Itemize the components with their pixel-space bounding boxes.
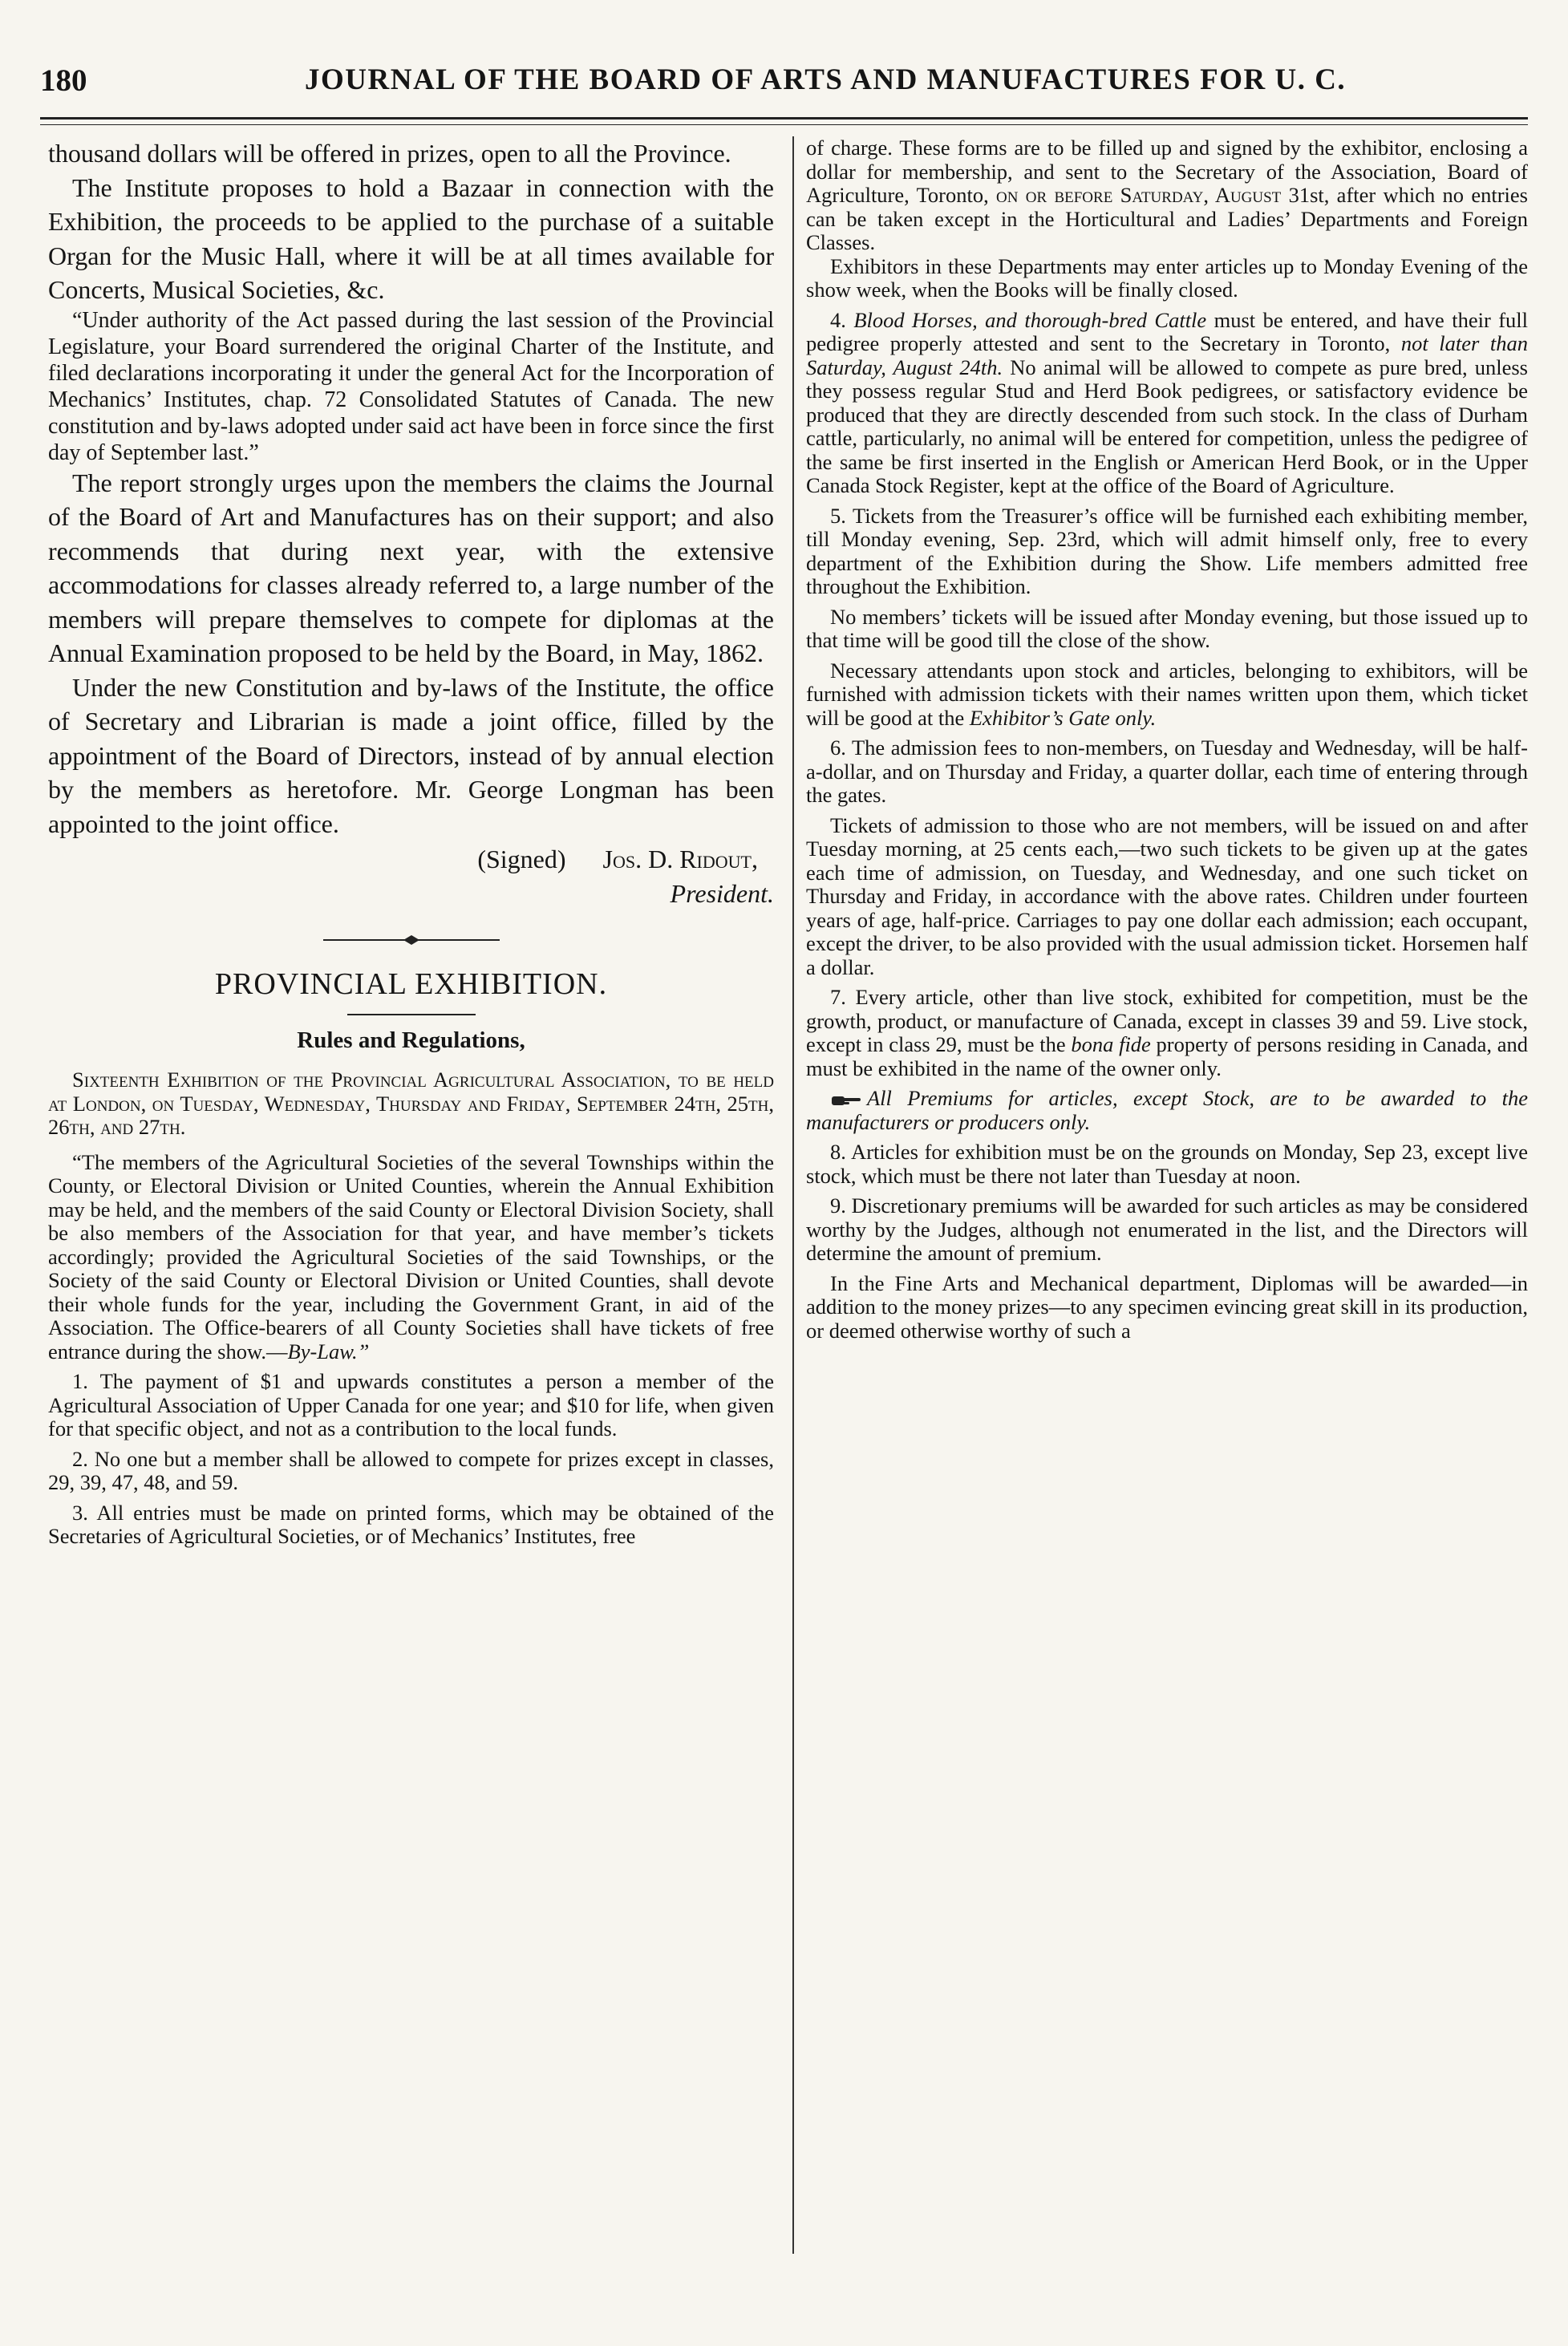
paragraph: In the Fine Arts and Mechanical department, Diplomas will be awarded—in addition to the money prizes—to any specimen evincing great skill in its production, or deemed otherwise worthy of such a — [806, 1270, 1528, 1343]
rule-3-continued: of charge. These forms are to be filled up and signed by the exhibitor, enclosing a dollar for membership, and sent to the Secretary of the Association, Board of Agriculture, Toronto, on or before Saturday, August 31st, after which no entries can be taken except in the Horticultural and Ladies’ Departments and Foreign Classes. — [806, 136, 1528, 254]
paragraph: Exhibitors in these Departments may enter articles up to Monday Evening of the show week, when the Books will be finally closed. — [806, 253, 1528, 302]
page-number: 180 — [40, 63, 87, 98]
paragraph: Necessary attendants upon stock and articles, belonging to exhibitors, will be furnished with admission tickets with their names written upon them, which ticket will be good at the Exhibitor’s Gate only. — [806, 658, 1528, 730]
block-quote: “Under authority of the Act passed during the last session of the Provincial Legislature, your Board surrendered the original Charter of the Institute, and filed declarations incorporating it under the general Act for the Incorporation of Mechanics’ Institutes, chap. 72 Consolidated Statutes of Canada. The new constitution and by-laws adopted under said act have been in force since the first day of September last.” — [48, 307, 774, 465]
signature-line — [48, 842, 774, 877]
rule-6: 6. The admission fees to non-members, on Tuesday and Wednesday, will be half-a-dollar, and on Thursday and Friday, a quarter dollar, each time of entering through the gates. — [806, 735, 1528, 807]
section-title: PROVINCIAL EXHIBITION. — [214, 967, 608, 1001]
title-underline — [347, 1013, 476, 1016]
rule-9: 9. Discretionary premiums will be awarded for such articles as may be considered worthy by the Judges, although not enumerated in the list, and the Directors will determine the amount of premium. — [806, 1193, 1528, 1265]
paragraph: Tickets of admission to those who are not members, will be issued on and after Tuesday morning, at 25 cents each,—two such tickets to be given up at the gates each time of admission, on Tuesday, and Wednesday, and one such ticket on Thursday and Friday, in accordance with the above rates. Children under fourteen years of age, half-price. Carriages to pay one dollar each admission; each occupant, except the driver, to be also provided with the usual admission ticket. Horsemen half a dollar. — [806, 812, 1528, 979]
rule-2: 2. No one but a member shall be allowed to compete for prizes except in classes, 29, 39, 47, 48, and 59. — [48, 1446, 774, 1494]
paragraph: The Institute proposes to hold a Bazaar in connection with the Exhibition, the proceeds to be applied to the purchase of a suitable Organ for the Music Hall, where it will be at all times available for Concerts, Musical Societies, &c. — [48, 172, 774, 304]
paragraph: The report strongly urges upon the members the claims the Journal of the Board of Art and Manufactures has on their support; and also recommends that during next year, with the extensive accommodations for classes already referred to, a large number of the members will prepare themselves to compete for diplomas at the Annual Examination proposed to be held by the Board, in May, 1862. — [48, 468, 774, 667]
rule-7: 7. Every article, other than live stock, exhibited for competition, must be the growth, product, or manufacture of Canada, except in classes 39 and 59. Live stock, except in class 29, must be the bona fide property of persons residing in Canada, and must be exhibited in the name of the owner only. — [806, 985, 1528, 1080]
premiums-note: All Premiums for articles, except Stock, are to be awarded to the manufacturers or producers only. — [806, 1086, 1528, 1134]
paragraph: No members’ tickets will be issued after Monday evening, but those issued up to that time will be good till the close of the show. — [806, 604, 1528, 652]
signed-name: Jos. D. Ridout, — [602, 845, 758, 873]
exhibition-intro: Sixteenth Exhibition of the Provincial Agricultural Association, to be held at London, on Tuesday, Wednesday, Thursday and Friday, September 24th, 25th, 26th, and 27th. — [48, 1068, 774, 1139]
ornament-divider-icon — [323, 934, 500, 946]
rule-3: 3. All entries must be made on printed forms, which may be obtained of the Secretaries of Agricultural Societies, or of Mechanics’ Institutes, free — [48, 1500, 774, 1548]
rule-4: 4. Blood Horses, and thorough-bred Cattle must be entered, and have their full pedigree properly attested and sent to the Secretary in Toronto, not later than Saturday, August 24th. No animal will be allowed to compete as pure bred, unless they possess regular Stud and Herd Book pedigrees, or satisfactory evidence be produced that they are directly descended from such stock. In the class of Durham cattle, particularly, no animal will be entered for competition, unless the pedigree of the same be first inserted in the English or American Herd Book, or in the Upper Canada Stock Register, kept at the office of the Board of Agriculture. — [806, 307, 1528, 497]
paragraph: thousand dollars will be offered in prizes, open to all the Province. — [48, 139, 731, 168]
left-column — [48, 136, 774, 2254]
header-rule — [40, 117, 1528, 125]
rule-1: 1. The payment of $1 and upwards constitutes a person a member of the Agricultural Association of Upper Canada for one year; and $10 for life, when given for that specific object, and not as a contribution to the local funds. — [48, 1369, 774, 1440]
page-header — [40, 63, 1528, 107]
bylaw-quote: “The members of the Agricultural Societies of the several Townships within the County, or Electoral Division or United Counties, wherein the Annual Exhibition may be held, and the members of the said County or Electoral Division Society, shall be also members of the Association for that year, and have member’s tickets accordingly; provided the Agricultural Societies of the said Townships, or the Society of the said County or Electoral Division or United Counties, shall devote their whole funds for the year, including the Government Grant, in aid of the Association. The Office-bearers of all County Societies shall have tickets of free entrance during the show.—By-Law.” — [48, 1149, 774, 1363]
rule-8: 8. Articles for exhibition must be on the grounds on Monday, Sep 23, except live stock, which must be there not later than Tuesday at noon. — [806, 1140, 1528, 1188]
paragraph: Under the new Constitution and by-laws of the Institute, the office of Secretary and Librarian is made a joint office, filled by the appointment of the Board of Directors, instead of by annual election by the members as heretofore. Mr. George Longman has been appointed to the joint office. — [48, 672, 774, 838]
column-divider — [792, 136, 794, 2254]
rule-5: 5. Tickets from the Treasurer’s office will be furnished each exhibiting member, till Monday evening, Sep. 23rd, which will admit himself only, free to every department of the Exhibition during the Show. Life members admitted free throughout the Exhibition. — [806, 503, 1528, 598]
pointing-hand-icon — [830, 1092, 862, 1108]
running-title: JOURNAL OF THE BOARD OF ARTS AND MANUFACTURES FOR U. C. — [305, 63, 1347, 96]
right-column — [806, 136, 1528, 2254]
signed-title: President. — [670, 878, 774, 908]
signed-label: (Signed) — [477, 845, 566, 873]
subheading: Rules and Regulations, — [297, 1027, 525, 1053]
